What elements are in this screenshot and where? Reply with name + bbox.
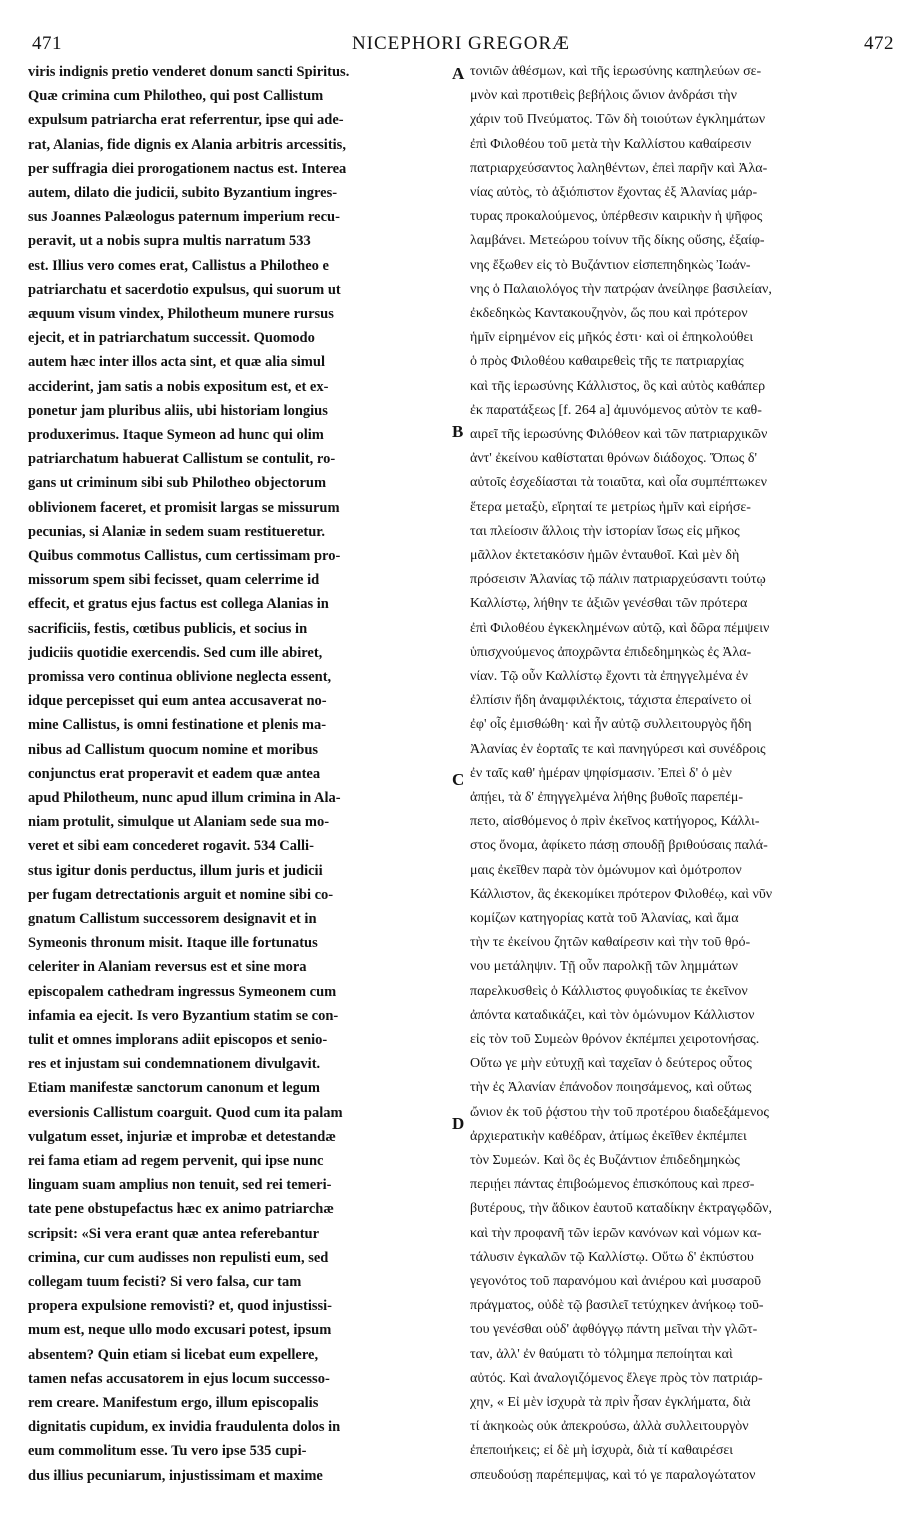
latin-text-line: tulit et omnes implorans adiit episcopos et senio- [28,1032,328,1048]
greek-text-line: τάλυσιν ἐγκαλῶν τῷ Καλλίστῳ. Οὕτω δ' ἐκπύστου [470,1249,754,1265]
greek-text-line: χάριν τοῦ Πνεύματος. Τῶν δὴ τοιούτων ἐγκλημάτων [470,112,766,128]
latin-text-line: æquum visum vindex, Philotheum munere rursus [28,306,334,322]
greek-text-line: καὶ τὴν προφανῆ τῶν ἱερῶν κανόνων καὶ νόμων κα- [470,1225,762,1241]
greek-text-line: μνὸν καὶ προτιθεὶς βεβήλοις ὤνιον ἀνδράσι τὴν [470,88,737,104]
latin-text-line: nibus ad Callistum quocum nomine et moribus [28,741,319,758]
greek-text-line: καὶ τῆς ἱερωσύνης Κάλλιστος, ὃς καὶ αὐτὸς καθάπερ [470,378,766,394]
greek-text-line: παρελκυσθεὶς ὁ Κάλλιστος φυγοδικίας τε ἐκεῖνον [470,983,748,999]
greek-text-line: Καλλίστῳ, λήθην τε ἀξιῶν γενέσθαι τῶν πρότερα [470,596,748,612]
latin-text-line: gnatum Callistum successorem designavit et in [28,911,317,927]
greek-text-line: περιῄει πάντας ἐπιβοώμενος ἐπισκόπους καὶ πρεσ- [470,1177,755,1193]
latin-text-line: patriarchatum habuerat Callistum se contulit, ro- [28,451,336,468]
latin-text-line: pecunias, si Alaniæ in sedem suam restitueretur. [28,523,326,540]
greek-text-line: πετο, αἰσθόμενος ὁ πρὶν ἐκεῖνος κατήγορος, Κάλλι- [470,814,760,830]
latin-text-line: conjunctus erat properavit et eadem quæ antea [28,765,321,782]
latin-text-line: scripsit: «Si vera erant quæ antea referebantur [28,1225,320,1242]
running-title: NICEPHORI GREGORÆ [351,33,571,54]
latin-text-line: veret et sibi eam concederet rogavit. 534 Calli- [28,838,314,855]
greek-text-line: νίας αὐτὸς, τὸ ἀξιόπιστον ἔχοντας ἐξ Ἀλανίας μάρ- [470,185,758,200]
latin-text-line: missorum spem sibi fecisset, quam celerrime id [28,572,320,589]
greek-text-line: αιρεῖ τῆς ἱερωσύνης Φιλόθεον καὶ τῶν πατριαρχικῶν [470,427,768,442]
latin-text-line: mine Callistus, is omni festinatione et plenis ma- [28,717,327,734]
latin-text-line: infamia ea ejecit. Is vero Byzantium statim se con- [28,1007,339,1024]
page-number-left: 471 [32,33,62,54]
greek-text-line: τυρας προκαλούμενος, ὑπέρθεσιν καιρικὴν ἡ ψῆφος [470,209,763,225]
page-number-right: 472 [864,33,894,54]
greek-text-line: μᾶλλον ἐκτετακόσιν ἡμῶν ἐνταυθοῖ. Καὶ μὲν δὴ [470,548,740,563]
greek-text-line: μαις ἐκεῖθεν παρὰ τὸν ὁμώνυμον καὶ ὁμότροπον [470,862,742,878]
latin-text-line: expulsum patriarcha erat referrentur, ipse qui ade- [28,112,344,129]
greek-text-line: ἀπῄει, τὰ δ' ἐπηγγελμένα λήθης βυθοῖς παρεπέμ- [470,790,744,805]
greek-text-line: πατριαρχεύσαντος λαληθέντων, ἐπεὶ παρῆν καὶ Ἀλα- [470,160,768,176]
greek-text-line: Οὕτω γε μὴν εὐτυχῇ καὶ ταχεῖαν ὁ δεύτερος οὗτος [470,1056,752,1072]
greek-text-line: σπευδούσῃ παρέπεμψας, καὶ τό γε παραλογώτατον [470,1467,756,1483]
greek-text-line: του γενέσθαι οὐδ' ἀφθόγγῳ πάντη μεῖναι τὴν γλῶτ- [470,1322,758,1338]
latin-text-line: apud Philotheum, nunc apud illum crimina in Ala- [28,790,341,806]
latin-text-line: rei fama etiam ad regem pervenit, qui ipse nunc [28,1153,324,1169]
greek-text-line: πρόσεισιν Ἀλανίας τῷ πάλιν πατριαρχεύσαντι τούτῳ [470,572,766,588]
greek-text-line: τὸν Συμεών. Καὶ ὃς ἐς Βυζάντιον ἐπιδεδημηκὼς [470,1153,740,1168]
latin-text-line: est. Illius vero comes erat, Callistus a Philotheo e [28,257,329,274]
latin-text-line: crimina, cur cum audisses non repulisti eum, sed [28,1249,329,1266]
latin-text-line: Quibus commotus Callistus, cum certissimam pro- [28,548,341,564]
greek-text-line: ἐφ' οἷς ἐμισθώθη· καὶ ἦν αὐτῷ συλλειτουργὸς ἤδη [470,717,752,733]
greek-text-line: ἐπεποιήκεις; εἰ δὲ μὴ ἰσχυρὰ, διὰ τί καθαιρέσει [470,1443,734,1459]
latin-text-line: Quæ crimina cum Philotheo, qui post Callistum [28,88,324,105]
greek-text-line: ἐκ παρατάξεως [f. 264 a] ἀμυνόμενος αὐτὸν τε καθ- [470,402,762,418]
latin-text-line: sacrificiis, festis, cœtibus publicis, et socius in [28,620,308,637]
greek-text-line: τὴν ἐς Ἀλανίαν ἐπάνοδον ποιησάμενος, καὶ οὕτως [470,1080,752,1096]
latin-text-line: stus igitur donis perductus, illum juris et judicii [28,862,323,879]
latin-text-line: ejecit, et in patriarchatum successit. Quomodo [28,330,315,347]
latin-text-line: idque percepisset qui eum antea accusaverat no- [28,693,327,710]
greek-text-line: ἕτερα μεταξὺ, εἴρηταί τε μετρίως ἡμῖν καὶ εἰρήσε- [470,499,751,515]
latin-text-line: propera expulsione removisti? et, quod injustissi- [28,1298,332,1315]
latin-text-line: Etiam manifestæ sanctorum canonum et legum [28,1080,320,1097]
latin-text-line: tamen nefas accusatorem in ejus locum successo- [28,1370,330,1387]
greek-text-line: νης ἔξωθεν εἰς τὸ Βυζάντιον εἰσπεπηδηκὼς Ἰωάν- [470,257,751,273]
greek-text-line: βυτέρους, τὴν ἄδικον ἑαυτοῦ καταδίκην ἐκτραγῳδῶν, [470,1201,772,1217]
greek-text-line: χην, « Εἰ μὲν ἰσχυρὰ τὰ πρὶν ἦσαν ἐγκλήματα, διὰ [470,1395,751,1410]
latin-text-line: celeriter in Alaniam reversus est et sine mora [28,959,307,976]
latin-text-line: absentem? Quin etiam si licebat eum expellere, [28,1346,319,1363]
greek-text-line: κομίζων κατηγορίας κατὰ τοῦ Ἀλανίας, καὶ ἅμα [470,911,739,926]
greek-text-line: νου μετάληψιν. Τῇ οὖν παρολκῇ τῶν λημμάτων [470,959,738,975]
greek-text-line: ἡμῖν εἰρημένον εἰς μῆκός ἐστι· καὶ οἱ ἐπηκολούθει [470,330,754,346]
latin-text-line: Symeonis thronum misit. Itaque ille fortunatus [28,935,318,952]
latin-text-line: ponetur jam pluribus aliis, ubi historiam longius [28,402,328,419]
greek-text-line: Ἀλανίας ἐν ἑορταῖς τε καὶ πανηγύρεσι καὶ συνέδροις [470,741,766,757]
latin-text-line: episcopalem cathedram ingressus Symeonem cum [28,983,337,1000]
greek-text-line: ἐπὶ Φιλοθέου τοῦ μετὰ τὴν Καλλίστου καθαίρεσιν [470,136,752,152]
greek-text-line: Κάλλιστον, ἃς ἐκεκομίκει πρότερον Φιλοθέῳ, καὶ νῦν [470,886,773,902]
greek-text-line: ἐπὶ Φιλοθέου ἐγκεκλημένων αὐτῷ, καὶ δῶρα πέμψειν [470,620,770,636]
greek-text-line: ἀπόντα καταδικάζει, καὶ τὸν ὁμώνυμον Κάλλιστον [470,1007,755,1023]
greek-text-line: πράγματος, οὐδὲ τῷ βασιλεῖ τετύχηκεν ἀνήκοῳ τοῦ- [470,1298,764,1314]
greek-text-line: ἐκδεδηκὼς Καντακουζηνὸν, ὥς που καὶ πρότερον [470,306,748,321]
latin-text-line: niam protulit, simulque ut Alaniam sede sua mo- [28,814,330,831]
greek-text-line: ὤνιον ἐκ τοῦ ῥᾴστου τὴν τοῦ προτέρου διαδεξάμενος [470,1104,769,1120]
latin-text-line: tate pene obstupefactus hæc ex animo patriarchæ [28,1201,334,1218]
greek-text-line: ὑπισχνούμενος ἀποχρῶντα ἐπιδεδημηκὼς ἐς Ἀλα- [470,644,752,660]
latin-text-line: mum est, neque ullo modo excusari potest, ipsum [28,1322,332,1339]
greek-text-line: τὴν τε ἐκείνου ζητῶν καθαίρεσιν καὶ τὴν τοῦ θρό- [470,935,751,951]
latin-text-line: oblivionem faceret, et promisit largas se missurum [28,499,340,516]
latin-text-line: effecit, et gratus ejus factus est collega Alanias in [28,596,329,613]
greek-text-line: αὐτός. Καὶ ἀναλογιζόμενος ἔλεγε πρὸς τὸν πατριάρ- [470,1370,763,1386]
latin-text-line: rem creare. Manifestum ergo, illum episcopalis [28,1395,319,1411]
latin-text-line: promissa vero continua oblivione neglecta essent, [28,669,332,685]
latin-text-line: acciderint, jam satis a nobis expositum est, et ex- [28,378,329,395]
greek-text-line: αὐτοῖς ἐσχεδίασται τὰ τοιαῦτα, καὶ οἷα συμπέπτωκεν [470,475,768,491]
margin-letter-a: A [452,64,465,83]
greek-text-line: νης ὁ Παλαιολόγος τὴν πατρῴαν ἀνείληφε βασιλείαν, [470,281,772,297]
latin-text-line: patriarchatu et sacerdotio expulsus, qui suorum ut [28,281,341,298]
greek-text-line: εἰς τὸν τοῦ Συμεὼν θρόνον ἐκπέμπει χειροτονήσας. [470,1032,760,1047]
latin-text-line: rat, Alanias, fide dignis ex Alania arbitris arcessitis, [28,136,346,153]
latin-text-line: res et injustam sui condemnationem divulgavit. [28,1056,321,1073]
latin-text-line: gans ut criminum sibi sub Philotheo objectorum [28,475,327,492]
latin-text-line: viris indignis pretio venderet donum sancti Spiritus. [28,64,350,80]
latin-text-line: judiciis quotidie exercendis. Sed cum ille abiret, [28,644,323,661]
greek-text-line: ται πλείοσιν ἄλλοις τὴν ἱστορίαν ἴσως εἰς μῆκος [470,523,740,539]
latin-text-line: dignitatis cupidum, ex invidia fraudulenta dolos in [28,1419,341,1436]
greek-text-line: ἀντ' ἐκείνου καθίσταται θρόνων διάδοχος. Ὅπως δ' [470,451,757,467]
margin-letter-b: B [452,422,464,441]
greek-text-line: τί ἀκηκοὼς οὐκ ἀπεκρούσω, ἀλλὰ συλλειτουργὸν [470,1419,749,1435]
latin-text-line: dus illius pecuniarum, injustissimam et maxime [28,1467,323,1484]
greek-text-line: λαμβάνει. Μετεώρου τοίνυν τῆς δίκης οὔσης, ἐξαίφ- [470,233,765,249]
latin-text-line: vulgatum esset, injuriæ et improbæ et detestandæ [28,1128,336,1145]
greek-text-line: ταν, ἀλλ' ἐν θαύματι τὸ τόλμημα πεποίηται καὶ [470,1346,733,1362]
latin-text-line: peravit, ut a nobis supra multis narratum 533 [28,233,311,250]
latin-text-line: produxerimus. Itaque Symeon ad hunc qui olim [28,427,324,443]
latin-text-line: autem, dilato die judicii, subito Byzantium ingres- [28,185,338,201]
latin-text-line: eversionis Callistum coarguit. Quod cum ita palam [28,1104,343,1121]
greek-text-line: ἐλπίσιν ἤδη ἀναμφιλέκτοις, τάχιστα ἐπεραίνετο οἱ [470,693,752,709]
greek-text-line: τονιῶν ἀθέσμων, καὶ τῆς ἱερωσύνης καπηλεύων σε- [470,64,762,79]
latin-text-line: per fugam detrectationis arguit et nomine sibi co- [28,886,334,903]
latin-text-line: eum commolitum esse. Tu vero ipse 535 cupi- [28,1443,307,1460]
latin-text-line: per suffragia diei prorogationem nactus est. Interea [28,160,347,177]
greek-text-line: στος ὄνομα, ἀφίκετο πάσῃ σπουδῇ βριθούσαις παλά- [470,838,768,854]
greek-text-line: ἀρχιερατικὴν καθέδραν, ἀτίμως ἐκεῖθεν ἐκπέμπει [470,1128,747,1144]
greek-text-line: ὁ πρὸς Φιλοθέου καθαιρεθεὶς τῆς τε πατριαρχίας [470,354,744,370]
margin-letter-d: D [452,1114,465,1133]
greek-text-line: ἐν ταῖς καθ' ἡμέραν ψηφίσμασιν. Ἐπεὶ δ' ὁ μὲν [470,765,732,781]
latin-text-line: autem hæc inter illos acta sint, et quæ alia simul [28,354,325,371]
greek-text-line: νίαν. Τῷ οὖν Καλλίστῳ ἔχοντι τὰ ἐπηγγελμένα ἐν [470,669,748,684]
latin-text-line: sus Joannes Palæologus paternum imperium recu- [28,209,340,226]
margin-letter-c: C [452,770,465,789]
latin-text-line: linguam suam amplius non tenuit, sed rei temeri- [28,1177,332,1194]
latin-text-line: collegam tuum fecisti? Si vero falsa, cur tam [28,1274,302,1290]
greek-text-line: γεγονότος τοῦ παρανόμου καὶ ἀνιέρου καὶ μυσαροῦ [470,1274,762,1289]
